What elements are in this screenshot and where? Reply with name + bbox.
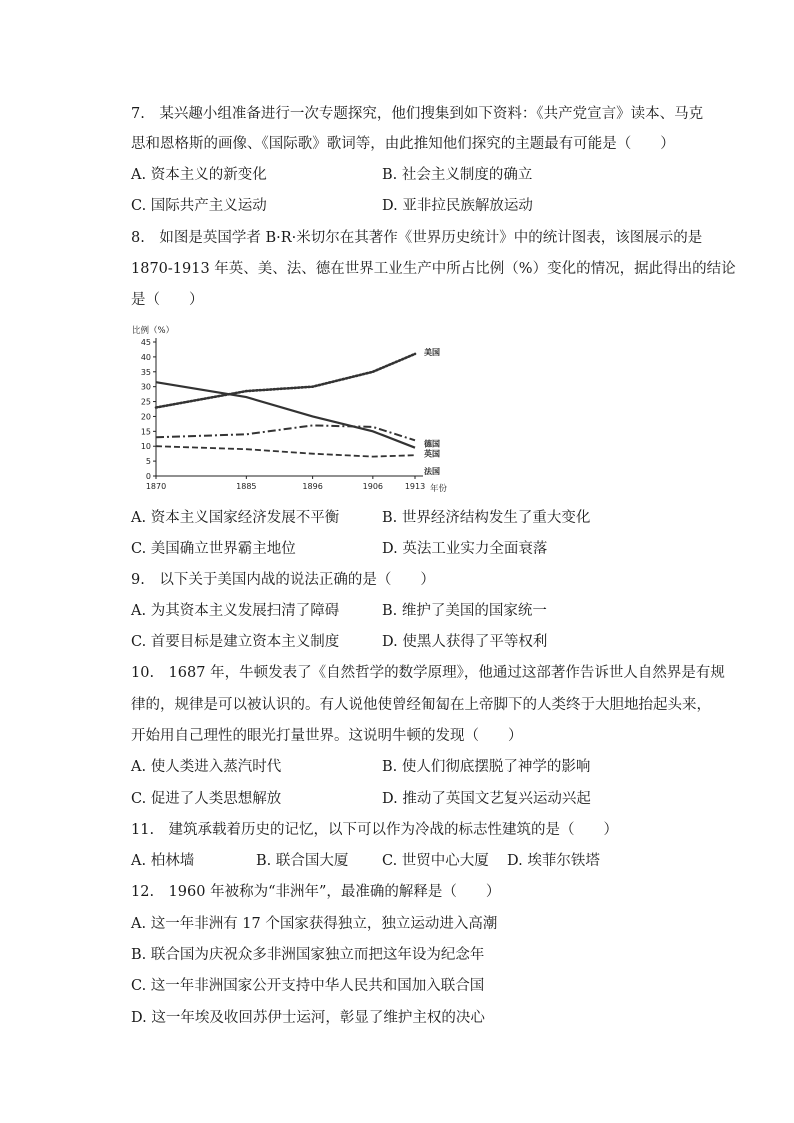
chart-xlabel: 年份 (430, 484, 448, 494)
question-9-option-b[interactable]: B. 维护了美国的国家统一 (382, 603, 547, 619)
chart-y-tick-label: 35 (140, 367, 151, 377)
chart-axes (156, 338, 423, 476)
question-12-option-a[interactable]: A. 这一年非洲有 17 个国家获得独立，独立运动进入高潮 (131, 916, 498, 932)
question-10-option-a[interactable]: A. 使人类进入蒸汽时代 (131, 759, 282, 775)
chart-legend-label: 英国 (424, 449, 440, 459)
question-7-option-a[interactable]: A. 资本主义的新变化 (131, 167, 267, 183)
question-8-option-d[interactable]: D. 英法工业实力全面衰落 (382, 541, 548, 557)
chart-series-line (156, 382, 415, 448)
question-7-option-c[interactable]: C. 国际共产主义运动 (131, 198, 267, 214)
chart-y-tick-label: 0 (145, 472, 151, 481)
question-8-option-a[interactable]: A. 资本主义国家经济发展不平衡 (131, 510, 340, 526)
chart-y-tick-label: 15 (140, 427, 151, 437)
question-8-option-c[interactable]: C. 美国确立世界霸主地位 (131, 541, 296, 557)
chart-x-tick-label: 1870 (145, 482, 167, 491)
chart-legend (424, 347, 440, 476)
question-9-option-a[interactable]: A. 为其资本主义发展扫清了障碍 (131, 603, 340, 619)
question-11-option-a[interactable]: A. 柏林墙 (131, 853, 195, 869)
chart-x-ticks (146, 476, 425, 491)
question-10-option-c[interactable]: C. 促进了人类思想解放 (131, 791, 282, 807)
chart-x-tick-label: 1896 (302, 482, 323, 491)
chart-legend-label: 法国 (424, 467, 440, 477)
question-12-option-b[interactable]: B. 联合国为庆祝众多非洲国家独立而把这年设为纪念年 (131, 947, 485, 963)
question-11-option-b[interactable]: B. 联合国大厦 (256, 853, 349, 869)
question-8-stem-line-1: 8. 如图是英国学者 B·R·米切尔在其著作《世界历史统计》中的统计图表，该图展示的是 (131, 230, 703, 246)
chart-y-tick-label: 10 (140, 442, 151, 452)
question-10-stem-line-2: 律的，规律是可以被认识的。有人说他使曾经匍匐在上帝脚下的人类终于大胆地抬起头来， (131, 697, 711, 713)
question-8-option-b[interactable]: B. 世界经济结构发生了重大变化 (382, 510, 591, 526)
question-12-option-d[interactable]: D. 这一年埃及收回苏伊士运河，彰显了维护主权的决心 (131, 1010, 485, 1026)
question-10-option-b[interactable]: B. 使人们彻底摆脱了神学的影响 (382, 759, 591, 775)
chart-y-tick-label: 20 (140, 412, 151, 422)
question-7-stem-line-2: 思和恩格斯的画像、《国际歌》歌词等，由此推知他们探究的主题最有可能是（ ） (131, 136, 675, 152)
question-11-option-d[interactable]: D. 埃菲尔铁塔 (507, 853, 600, 869)
chart-y-tick-label: 25 (140, 397, 151, 407)
question-9-option-c[interactable]: C. 首要目标是建立资本主义制度 (131, 634, 340, 650)
question-7-stem-line-1: 7. 某兴趣小组准备进行一次专题探究，他们搜集到如下资料：《共产党宣言》读本、马克 (131, 106, 704, 122)
chart-legend-label: 美国 (424, 347, 440, 357)
chart-x-tick-label: 1913 (404, 482, 426, 491)
chart-y-tick-label: 5 (145, 457, 151, 467)
chart-legend-label: 德国 (424, 439, 440, 449)
question-9-option-d[interactable]: D. 使黑人获得了平等权利 (382, 634, 548, 650)
question-12-option-c[interactable]: C. 这一年非洲国家公开支持中华人民共和国加入联合国 (131, 978, 485, 994)
chart-series-line (156, 354, 415, 408)
question-7-option-d[interactable]: D. 亚非拉民族解放运动 (382, 198, 533, 214)
question-12-stem-line-1: 12. 1960 年被称为“非洲年”，最准确的解释是（ ） (131, 884, 501, 900)
chart-y-ticks (141, 338, 156, 481)
question-7-option-b[interactable]: B. 社会主义制度的确立 (382, 167, 533, 183)
chart-x-tick-label: 1906 (362, 482, 384, 491)
chart-y-tick-label: 40 (140, 352, 151, 362)
question-11-option-c[interactable]: C. 世贸中心大厦 (382, 853, 489, 869)
question-8-stem-line-2: 1870-1913 年英、美、法、德在世界工业生产中所占比例（%）变化的情况，据此得出的结论 (131, 261, 736, 277)
question-8-stem-line-3: 是（ ） (131, 292, 204, 308)
chart-x-tick-label: 1885 (236, 482, 257, 491)
question-10-stem-line-3: 开始用自己理性的眼光打量世界。这说明牛顿的发现（ ） (131, 728, 523, 744)
chart-series (156, 354, 415, 457)
question-11-stem-line-1: 11. 建筑承载着历史的记忆，以下可以作为冷战的标志性建筑的是（ ） (131, 822, 619, 838)
question-10-option-d[interactable]: D. 推动了英国文艺复兴运动兴起 (382, 791, 591, 807)
industry-share-line-chart (128, 320, 460, 498)
chart-y-tick-label: 30 (140, 382, 151, 392)
question-10-stem-line-1: 10. 1687 年，牛顿发表了《自然哲学的数学原理》，他通过这部著作告诉世人自然界是有规 (131, 665, 725, 681)
question-9-stem-line-1: 9. 以下关于美国内战的说法正确的是（ ） (131, 572, 435, 588)
chart-ylabel: 比例（%） (132, 326, 175, 336)
chart-y-tick-label: 45 (140, 338, 151, 347)
chart-series-line (156, 446, 415, 456)
